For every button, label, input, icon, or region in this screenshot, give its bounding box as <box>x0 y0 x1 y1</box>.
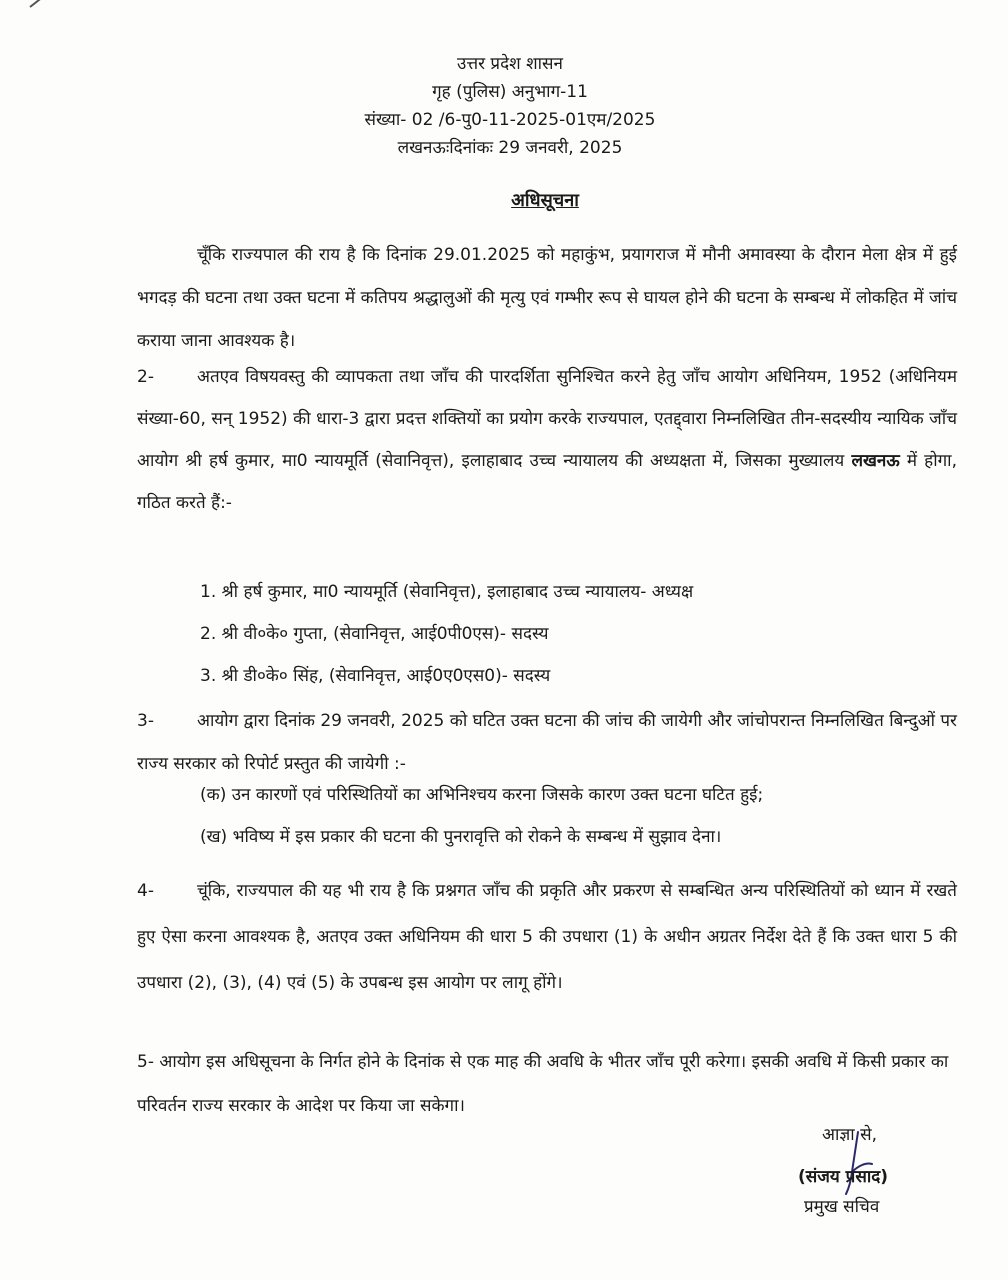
paragraph-2 <box>137 356 957 524</box>
member-item: 1. श्री हर्ष कुमार, मा0 न्यायमूर्ति (सेवानिवृत्त), इलाहाबाद उच्च न्यायालय- अध्यक्ष <box>200 582 694 602</box>
inquiry-points-list <box>200 774 763 858</box>
paragraph-2-text-b: में होगा, गठित करते हैं:- <box>137 451 957 513</box>
inquiry-point: (ख) भविष्य में इस प्रकार की घटना की पुनरावृत्ति को रोकने के सम्बन्ध में सुझाव देना। <box>200 827 722 847</box>
paragraph-3-number: 3- <box>137 711 154 731</box>
header-place-date: लखनऊःदिनांकः 29 जनवरी, 2025 <box>397 138 623 158</box>
paragraph-2-text-a: अतएव विषयवस्तु की व्यापकता तथा जाँच की पारदर्शिता सुनिश्चित करने हेतु जाँच आयोग अधिनियम, 1952 (अधिनियम संख्या-60, सन् 1952) की धारा-3 द्वारा प्रदत्त शक्तियों का प्रयोग करके राज्यपाल, एतद्द्वारा निम्नलिखित तीन-सदस्यीय न्यायिक जाँच आयोग श्री हर्ष कुमार, मा0 न्यायमूर्ति (सेवानिवृत्त), इलाहाबाद उच्च न्यायालय की अध्यक्षता में, जिसका मुख्यालय <box>137 367 957 471</box>
paragraph-2-number: 2- <box>137 367 154 387</box>
paragraph-2-headquarters: लखनऊ <box>851 451 900 471</box>
header-reference-number: संख्या- 02 /6-पु0-11-2025-01एम/2025 <box>364 110 656 130</box>
paragraph-5: 5- आयोग इस अधिसूचना के निर्गत होने के दिनांक से एक माह की अवधि के भीतर जाँच पूरी करेगा। इसकी अवधि में किसी प्रकार का परिवर्तन राज्य सरकार के आदेश पर किया जा सकेगा। <box>137 1052 949 1116</box>
commission-members-list <box>200 571 693 697</box>
paragraph-1: चूँकि राज्यपाल की राय है कि दिनांक 29.01.2025 को महाकुंभ, प्रयागराज में मौनी अमावस्या के दौरान मेला क्षेत्र में हुई भगदड़ की घटना तथा उक्त घटना में कतिपय श्रद्धालुओं की मृत्यु एवं गम्भीर रूप से घायल होने की घटना के सम्बन्ध में लोकहित में जांच कराया जाना आवश्यक है। <box>137 245 957 351</box>
signature-block <box>780 1120 940 1222</box>
member-item: 2. श्री वी०के० गुप्ता, (सेवानिवृत्त, आई0पी0एस)- सदस्य <box>200 624 549 644</box>
document-title: अधिसूचना <box>511 190 579 211</box>
document-header <box>300 50 720 162</box>
header-department: गृह (पुलिस) अनुभाग-11 <box>432 82 588 102</box>
paragraph-3-text: आयोग द्वारा दिनांक 29 जनवरी, 2025 को घटित उक्त घटना की जांच की जायेगी और जांचोपरान्त निम्नलिखित बिन्दुओं पर राज्य सरकार को रिपोर्ट प्रस्तुत की जायेगी :- <box>137 711 957 774</box>
signature-by-order: आज्ञा से, <box>822 1125 877 1145</box>
paragraph-4 <box>137 868 957 1006</box>
paragraph-4-number: 4- <box>137 881 154 901</box>
scan-mark <box>29 0 59 8</box>
signatory-name: (संजय प्रसाद) <box>798 1167 889 1187</box>
signatory-designation: प्रमुख सचिव <box>804 1197 880 1217</box>
member-item: 3. श्री डी०के० सिंह, (सेवानिवृत्त, आई0ए0एस0)- सदस्य <box>200 666 551 686</box>
header-government: उत्तर प्रदेश शासन <box>457 54 563 74</box>
paragraph-4-text: चूंकि, राज्यपाल की यह भी राय है कि प्रश्नगत जाँच की प्रकृति और प्रकरण से सम्बन्धित अन्य परिस्थितियों को ध्यान में रखते हुए ऐसा करना आवश्यक है, अतएव उक्त अधिनियम की धारा 5 की उपधारा (1) के अधीन अग्रतर निर्देश देते हैं कि उक्त धारा 5 की उपधारा (2), (3), (4) एवं (5) के उपबन्ध इस आयोग पर लागू होंगे। <box>137 881 957 993</box>
inquiry-point: (क) उन कारणों एवं परिस्थितियों का अभिनिश्चय करना जिसके कारण उक्त घटना घटित हुई; <box>200 785 764 805</box>
